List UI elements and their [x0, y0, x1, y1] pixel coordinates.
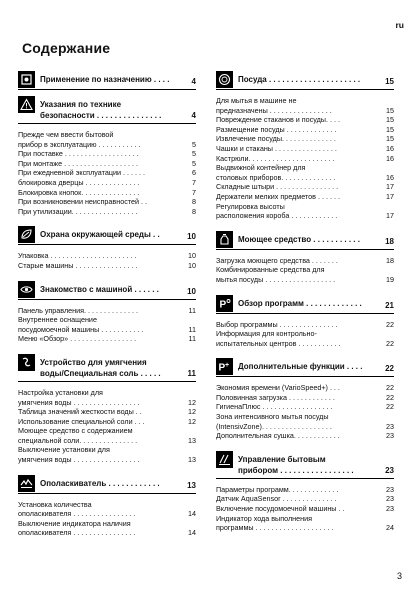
toc-entry	[18, 261, 196, 271]
section-page-number: 10	[187, 286, 196, 296]
section-heading	[18, 354, 196, 382]
entry-list	[216, 96, 394, 221]
toc-entry-text: Таблица значений жесткости воды . .	[18, 407, 142, 417]
section-page-number: 15	[385, 77, 394, 86]
toc-entry-text: Панель управления. . . . . . . . . . . . . .	[18, 305, 138, 315]
toc-section	[18, 475, 196, 538]
toc-entry-page: 23	[386, 431, 394, 441]
toc-entry	[18, 149, 196, 159]
toc-section	[216, 295, 394, 349]
toc-entry	[18, 130, 196, 149]
toc-entry	[216, 393, 394, 403]
toc-entry-text: Настройка установки для умягчения воды . . . . . . . . . . . . . . . . .	[18, 387, 140, 407]
dishes-icon	[216, 71, 233, 88]
toc-section	[18, 281, 196, 344]
section-page-number: 13	[187, 480, 196, 490]
page-title: Содержание	[22, 40, 111, 56]
toc-entry	[216, 115, 394, 125]
toc-entry	[18, 417, 196, 427]
section-page-number: 22	[385, 364, 394, 374]
toc-entry-page: 14	[188, 528, 196, 538]
toc-entry	[216, 125, 394, 135]
toc-entry	[216, 494, 394, 504]
toc-section	[18, 354, 196, 465]
toc-entry-text: Выключение установки для умягчения воды . . . . . . . . . . . . . . . . .	[18, 445, 140, 465]
toc-entry-text: Экономия времени (VarioSpeed+) . . .	[216, 383, 340, 393]
toc-entry-page: 23	[386, 494, 394, 504]
water-softener-icon	[18, 354, 35, 371]
section-heading-text: Указания по технике безопасности . . . . . . . . . . . . . . .	[40, 100, 162, 120]
toc-entry-text: Дополнительная сушка. . . . . . . . . . . .	[216, 431, 340, 441]
section-heading	[18, 71, 196, 90]
toc-entry-text: Прежде чем ввести бытовой прибор в эксплуатацию . . . . . . . . . . .	[18, 130, 141, 149]
toc-entry	[18, 500, 196, 519]
toc-entry-text: При монтаже . . . . . . . . . . . . . . . . . . .	[18, 158, 138, 168]
language-code: ru	[395, 20, 404, 30]
toc-entry-page: 16	[386, 143, 394, 153]
entry-list	[216, 320, 394, 349]
toc-entry	[216, 163, 394, 182]
toc-entry-text: Установка количества ополаскивателя . . . . . . . . . . . . . . . .	[18, 499, 136, 519]
section-heading	[216, 451, 394, 479]
svg-text:P: P	[218, 362, 226, 374]
toc-entry-page: 12	[188, 416, 196, 426]
toc-entry-text: Для мытья в машине не предназначены . . . . . . . . . . . . . . . .	[216, 96, 332, 115]
toc-entry	[18, 315, 196, 334]
section-heading	[216, 231, 394, 250]
section-heading-text: Обзор программ . . . . . . . . . . . . .	[238, 298, 362, 308]
toc-entry-page: 22	[386, 402, 394, 412]
section-page-number: 23	[385, 465, 394, 475]
eye-icon	[18, 281, 35, 298]
toc-section	[216, 358, 394, 441]
toc-entry	[216, 412, 394, 431]
toc-entry-text: Параметры программ. . . . . . . . . . . . .	[216, 484, 339, 494]
toc-entry	[216, 514, 394, 533]
toc-entry-page: 5	[192, 149, 196, 159]
rinse-aid-icon	[18, 475, 35, 492]
toc-entry-page: 17	[386, 211, 394, 221]
toc-entry-page: 8	[192, 197, 196, 207]
section-heading-text: Дополнительные функции . . . .	[238, 362, 363, 372]
toc-entry-page: 5	[192, 158, 196, 168]
toc-section	[18, 96, 196, 216]
section-page-number: 10	[187, 232, 196, 242]
toc-entry-text: Блокировка кнопок. . . . . . . . . . . . . . .	[18, 187, 140, 197]
section-heading	[18, 475, 196, 494]
toc-entry-page: 11	[188, 305, 196, 315]
section-heading-text: Знакомство с машиной . . . . . .	[40, 284, 159, 294]
toc-entry-text: Внутреннее оснащение посудомоечной машины . . . . . . . . . . .	[18, 315, 144, 334]
section-heading	[18, 96, 196, 124]
section-heading	[216, 295, 394, 314]
appliance-icon	[18, 71, 35, 88]
program-overview-icon	[216, 295, 233, 312]
toc-entry-page: 16	[386, 153, 394, 163]
toc-entry-text: Выдвижной контейнер для столовых приборов. . . . . . . . . . . . . .	[216, 163, 336, 182]
toc-entry-page: 22	[386, 392, 394, 402]
entry-list	[18, 130, 196, 216]
toc-section	[216, 71, 394, 221]
toc-section	[18, 71, 196, 90]
toc-entry	[216, 134, 394, 144]
toc-entry-text: Половинная загрузка . . . . . . . . . . . .	[216, 392, 335, 402]
toc-entry	[216, 265, 394, 284]
toc-entry-page: 17	[386, 182, 394, 192]
entry-list	[216, 383, 394, 441]
toc-entry	[18, 188, 196, 198]
toc-entry	[18, 168, 196, 178]
toc-entry-text: Индикатор хода выполнения программы . . . . . . . . . . . . . . . . . . . .	[216, 513, 334, 533]
toc-section	[18, 226, 196, 270]
toc-entry-text: Чашки и стаканы . . . . . . . . . . . . . . . .	[216, 143, 337, 153]
section-heading-text: Посуда . . . . . . . . . . . . . . . . . . . . .	[238, 75, 361, 84]
toc-entry-text: Датчик AquaSensor . . . . . . . . . . . . . .	[216, 494, 337, 504]
toc-entry	[18, 159, 196, 169]
toc-entry-text: Размещение посуды . . . . . . . . . . . . .	[216, 124, 337, 134]
toc-entry	[18, 388, 196, 407]
toc-entry-page: 15	[386, 134, 394, 144]
section-page-number: 11	[187, 368, 196, 378]
section-heading-text: Моющее средство . . . . . . . . . . .	[238, 234, 360, 244]
toc-entry-page: 14	[188, 509, 196, 519]
toc-entry	[216, 202, 394, 221]
toc-entry	[216, 256, 394, 266]
toc-entry-text: При поставке . . . . . . . . . . . . . . . . . . .	[18, 149, 139, 159]
toc-entry-text: Регулировка высоты расположения короба . . . . . . . . . . . .	[216, 201, 338, 221]
toc-entry	[216, 431, 394, 441]
toc-entry	[216, 320, 394, 330]
toc-entry	[18, 251, 196, 261]
toc-entry	[18, 207, 196, 217]
entry-list	[18, 306, 196, 344]
toc-entry-page: 24	[386, 523, 394, 533]
toc-entry-text: Упаковка . . . . . . . . . . . . . . . . . . . . . .	[18, 251, 137, 261]
toc-entry	[18, 334, 196, 344]
toc-entry-text: Держатели мелких предметов . . . . . .	[216, 191, 340, 201]
toc-entry-page: 22	[386, 338, 394, 348]
toc-entry	[18, 426, 196, 445]
toc-entry-text: Повреждение стаканов и посуды. . . .	[216, 115, 340, 125]
toc-entry-page: 6	[192, 168, 196, 178]
toc-entry	[18, 197, 196, 207]
section-heading-text: Управление бытовым прибором . . . . . . . . . . . . . . . . .	[238, 454, 354, 475]
toc-entry-text: Моющее средство с содержанием специальной соли. . . . . . . . . . . . . . .	[18, 426, 138, 445]
warning-icon	[18, 96, 35, 113]
toc-entry-text: Комбинированные средства для мытья посуды . . . . . . . . . . . . . . . . . .	[216, 265, 336, 284]
detergent-icon	[216, 231, 233, 248]
toc-entry	[18, 519, 196, 538]
toc-entry-page: 11	[188, 334, 196, 344]
toc-entry-page: 7	[192, 177, 196, 187]
toc-entry-page: 8	[192, 206, 196, 216]
section-heading-text: Применение по назначению . . . .	[40, 75, 170, 84]
toc-entry-page: 23	[386, 504, 394, 514]
toc-entry-page: 15	[386, 124, 394, 134]
section-page-number: 21	[385, 300, 394, 310]
section-page-number: 18	[385, 236, 394, 246]
toc-column-left	[18, 71, 196, 548]
toc-entry-text: блокировка дверцы . . . . . . . . . . . . . .	[18, 177, 140, 187]
toc-entry-text: Выбор программы . . . . . . . . . . . . . . .	[216, 319, 338, 329]
section-page-number: 4	[191, 77, 196, 86]
toc-entry-text: При возникновении неисправностей . .	[18, 197, 148, 207]
toc-entry-page: 7	[192, 187, 196, 197]
toc-entry-text: При утилизации. . . . . . . . . . . . . . . . .	[18, 206, 138, 216]
toc-entry	[18, 445, 196, 464]
toc-entry	[216, 329, 394, 348]
svg-text:P: P	[219, 299, 227, 310]
control-icon	[216, 451, 233, 468]
toc-entry-text: Включение посудомоечной машины . .	[216, 504, 345, 514]
toc-entry-page: 5	[192, 139, 196, 149]
svg-text:+: +	[225, 362, 230, 370]
toc-entry-page: 13	[188, 435, 196, 445]
section-page-number: 4	[191, 111, 196, 120]
toc-entry-page: 11	[188, 324, 196, 334]
toc-entry-text: Извлечение посуды. . . . . . . . . . . . . .	[216, 134, 336, 144]
entry-list	[18, 251, 196, 270]
toc-entry-text: Меню «Обзор» . . . . . . . . . . . . . . . . .	[18, 334, 137, 344]
toc-entry-page: 15	[386, 115, 394, 125]
toc-entry-text: Кастрюли. . . . . . . . . . . . . . . . . . . . . .	[216, 153, 335, 163]
toc-entry-page: 10	[188, 251, 196, 261]
toc-entry	[216, 485, 394, 495]
section-heading	[216, 358, 394, 377]
entry-list	[18, 388, 196, 465]
toc-entry-text: При ежедневной эксплуатации . . . . . .	[18, 168, 145, 178]
section-heading	[216, 71, 394, 90]
toc-entry-page: 22	[386, 319, 394, 329]
toc-entry-text: Старые машины . . . . . . . . . . . . . . . .	[18, 260, 138, 270]
toc-entry-page: 18	[386, 255, 394, 265]
toc-entry	[216, 402, 394, 412]
entry-list	[216, 256, 394, 285]
toc-entry	[216, 383, 394, 393]
toc-entry-text: Использование специальной соли . . .	[18, 416, 145, 426]
toc-entry-page: 16	[386, 172, 394, 182]
toc-entry	[216, 144, 394, 154]
section-heading	[18, 226, 196, 245]
toc-entry-text: Зона интенсивного мытья посуды (IntensivZone). . . . . . . . . . . . . . . . . .	[216, 412, 332, 431]
toc-entry-text: Складные штыри . . . . . . . . . . . . . . . .	[216, 182, 339, 192]
toc-entry-text: Информация для контрольно- испытательных центров . . . . . . . . . . .	[216, 329, 341, 348]
toc-entry-page: 12	[188, 407, 196, 417]
toc-section	[216, 451, 394, 533]
toc-entry	[18, 178, 196, 188]
toc-entry-page: 23	[386, 484, 394, 494]
section-heading	[18, 281, 196, 300]
toc-entry-text: ГигиенаПлюс . . . . . . . . . . . . . . . . . .	[216, 402, 333, 412]
entry-list	[216, 485, 394, 533]
toc-entry	[216, 504, 394, 514]
toc-entry-text: Выключение индикатора наличия ополаскивателя . . . . . . . . . . . . . . . .	[18, 518, 136, 538]
section-heading-text: Устройство для умягчения воды/Специальная соль . . . . .	[40, 357, 161, 378]
toc-entry	[216, 182, 394, 192]
leaf-icon	[18, 226, 35, 243]
toc-entry	[216, 192, 394, 202]
toc-entry-page: 15	[386, 105, 394, 115]
page-number: 3	[396, 571, 402, 581]
toc-entry-page: 10	[188, 260, 196, 270]
plus-functions-icon	[216, 358, 233, 375]
toc-entry-page: 17	[386, 191, 394, 201]
section-heading-text: Ополаскиватель . . . . . . . . . . . .	[40, 478, 160, 488]
toc-entry-page: 12	[188, 397, 196, 407]
toc-entry	[18, 407, 196, 417]
toc-entry-page: 22	[386, 383, 394, 393]
toc-entry-page: 19	[386, 274, 394, 284]
toc-entry-text: Загрузка моющего средства . . . . . . .	[216, 255, 338, 265]
toc-entry-page: 13	[188, 455, 196, 465]
toc-entry	[216, 154, 394, 164]
section-heading-text: Охрана окружающей среды . .	[40, 230, 160, 240]
toc-entry	[216, 96, 394, 115]
toc-section	[216, 231, 394, 285]
toc-column-right	[216, 71, 394, 543]
entry-list	[18, 500, 196, 538]
toc-entry-page: 23	[386, 421, 394, 431]
toc-entry	[18, 306, 196, 316]
